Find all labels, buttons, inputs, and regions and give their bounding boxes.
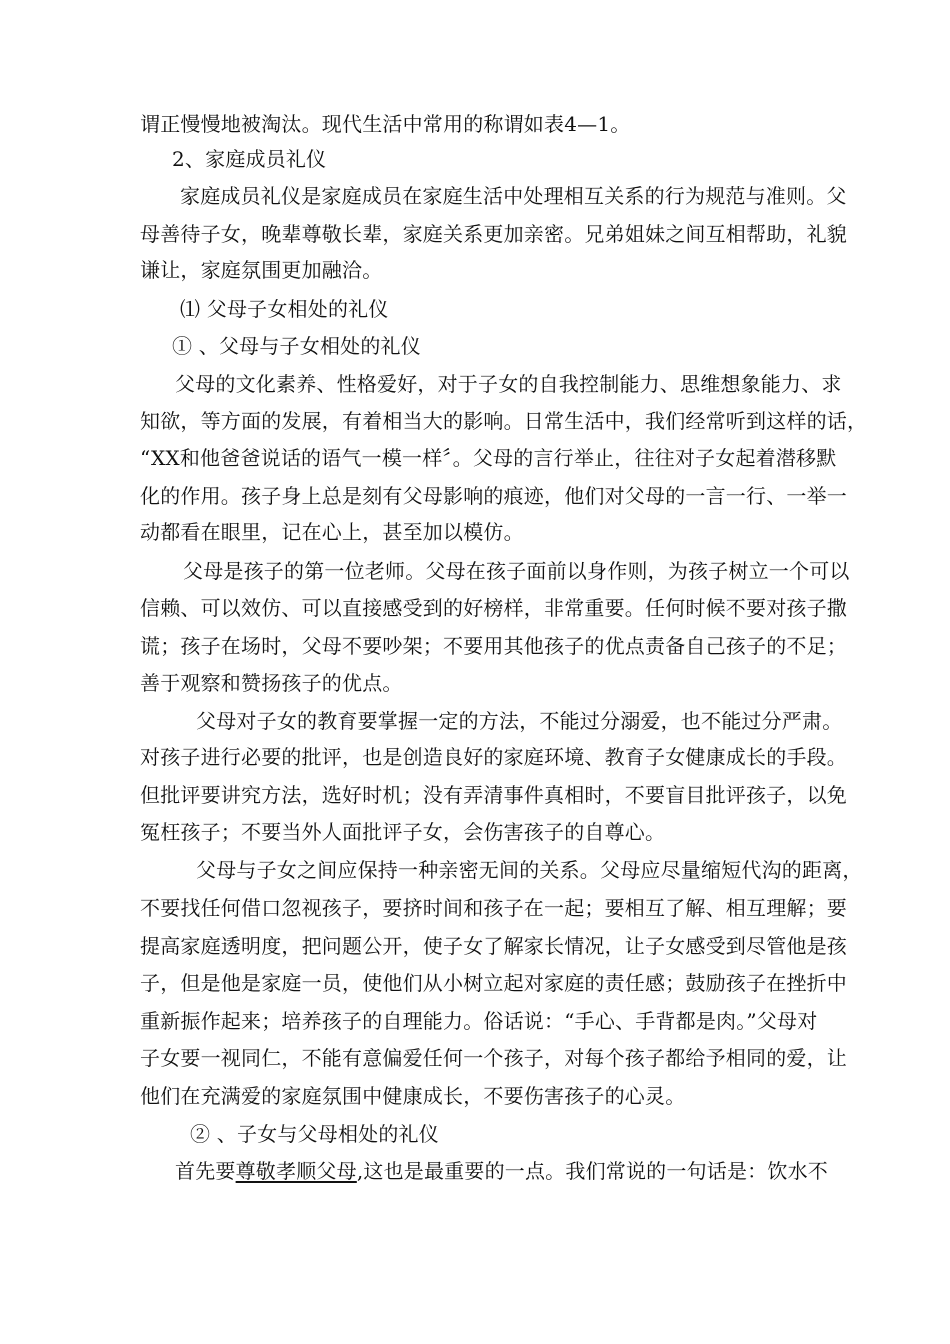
paragraph-line: 提高家庭透明度，把问题公开，使子女了解家长情况，让子女感受到尽管他是孩 [140,934,847,958]
text-suffix: ,这也是最重要的一点。我们常说的一句话是：饮水不 [356,1159,828,1183]
paragraph-line: 母善待子女，晚辈尊敬长辈，家庭关系更加亲密。兄弟姐妹之间互相帮助，礼貌 [140,222,847,246]
subsection-heading: ② 、子女与父母相处的礼仪 [190,1122,439,1146]
paragraph-line: 知欲，等方面的发展，有着相当大的影响。日常生活中，我们经常听到这样的话， [140,409,868,433]
paragraph-line: 动都看在眼里，记在心上，甚至加以模仿。 [140,520,524,544]
paragraph-line: 他们在充满爱的家庭氛围中健康成长，不要伤害孩子的心灵。 [140,1084,686,1108]
paragraph-line: 善于观察和赞扬孩子的优点。 [140,671,403,695]
paragraph-line: 重新振作起来；培养孩子的自理能力。俗话说：“手心、手背都是肉。”父母对 [140,1009,818,1033]
text-prefix: 首先要 [175,1159,236,1183]
paragraph-line: 对孩子进行必要的批评，也是创造良好的家庭环境、教育子女健康成长的手段。 [140,745,847,769]
subsection-heading: ① 、父母与子女相处的礼仪 [172,334,421,358]
paragraph-line [175,1158,828,1184]
paragraph-line: 不要找任何借口忽视孩子，要挤时间和孩子在一起；要相互了解、相互理解；要 [140,896,847,920]
paragraph-line: 家庭成员礼仪是家庭成员在家庭生活中处理相互关系的行为规范与准则。父 [180,184,847,208]
section-heading: 2、家庭成员礼仪 [172,147,327,171]
subsection-heading: ⑴ 父母子女相处的礼仪 [180,297,389,321]
paragraph-line: 父母的文化素养、性格爱好，对于子女的自我控制能力、思维想象能力、求 [175,372,842,396]
text-line: 谓正慢慢地被淘汰。现代生活中常用的称谓如表4—1。 [140,112,631,136]
paragraph-line: 谎；孩子在场时，父母不要吵架；不要用其他孩子的优点责备自己孩子的不足； [140,634,847,658]
paragraph-line: 化的作用。孩子身上总是刻有父母影响的痕迹，他们对父母的一言一行、一举一 [140,484,847,508]
paragraph-line: 父母与子女之间应保持一种亲密无间的关系。父母应尽量缩短代沟的距离， [196,858,863,882]
paragraph-line: 父母对子女的教育要掌握一定的方法，不能过分溺爱，也不能过分严肃。 [196,709,843,733]
paragraph-line: 信赖、可以效仿、可以直接感受到的好榜样，非常重要。任何时候不要对孩子撒 [140,596,847,620]
underlined-text: 尊敬孝顺父母 [235,1159,357,1183]
paragraph-line: “XX和他爸爸说话的语气一模一样〞。父母的言行举止，往往对子女起着潜移默 [140,446,837,470]
paragraph-line: 冤枉孩子；不要当外人面批评子女，会伤害孩子的自尊心。 [140,820,666,844]
paragraph-line: 父母是孩子的第一位老师。父母在孩子面前以身作则，为孩子树立一个可以 [183,559,850,583]
paragraph-line: 但批评要讲究方法，选好时机；没有弄清事件真相时，不要盲目批评孩子，以免 [140,783,847,807]
paragraph-line: 谦让，家庭氛围更加融洽。 [140,258,383,282]
paragraph-line: 子，但是他是家庭一员，使他们从小树立起对家庭的责任感；鼓励孩子在挫折中 [140,971,847,995]
paragraph-line: 子女要一视同仁，不能有意偏爱任何一个孩子，对每个孩子都给予相同的爱，让 [140,1046,847,1070]
